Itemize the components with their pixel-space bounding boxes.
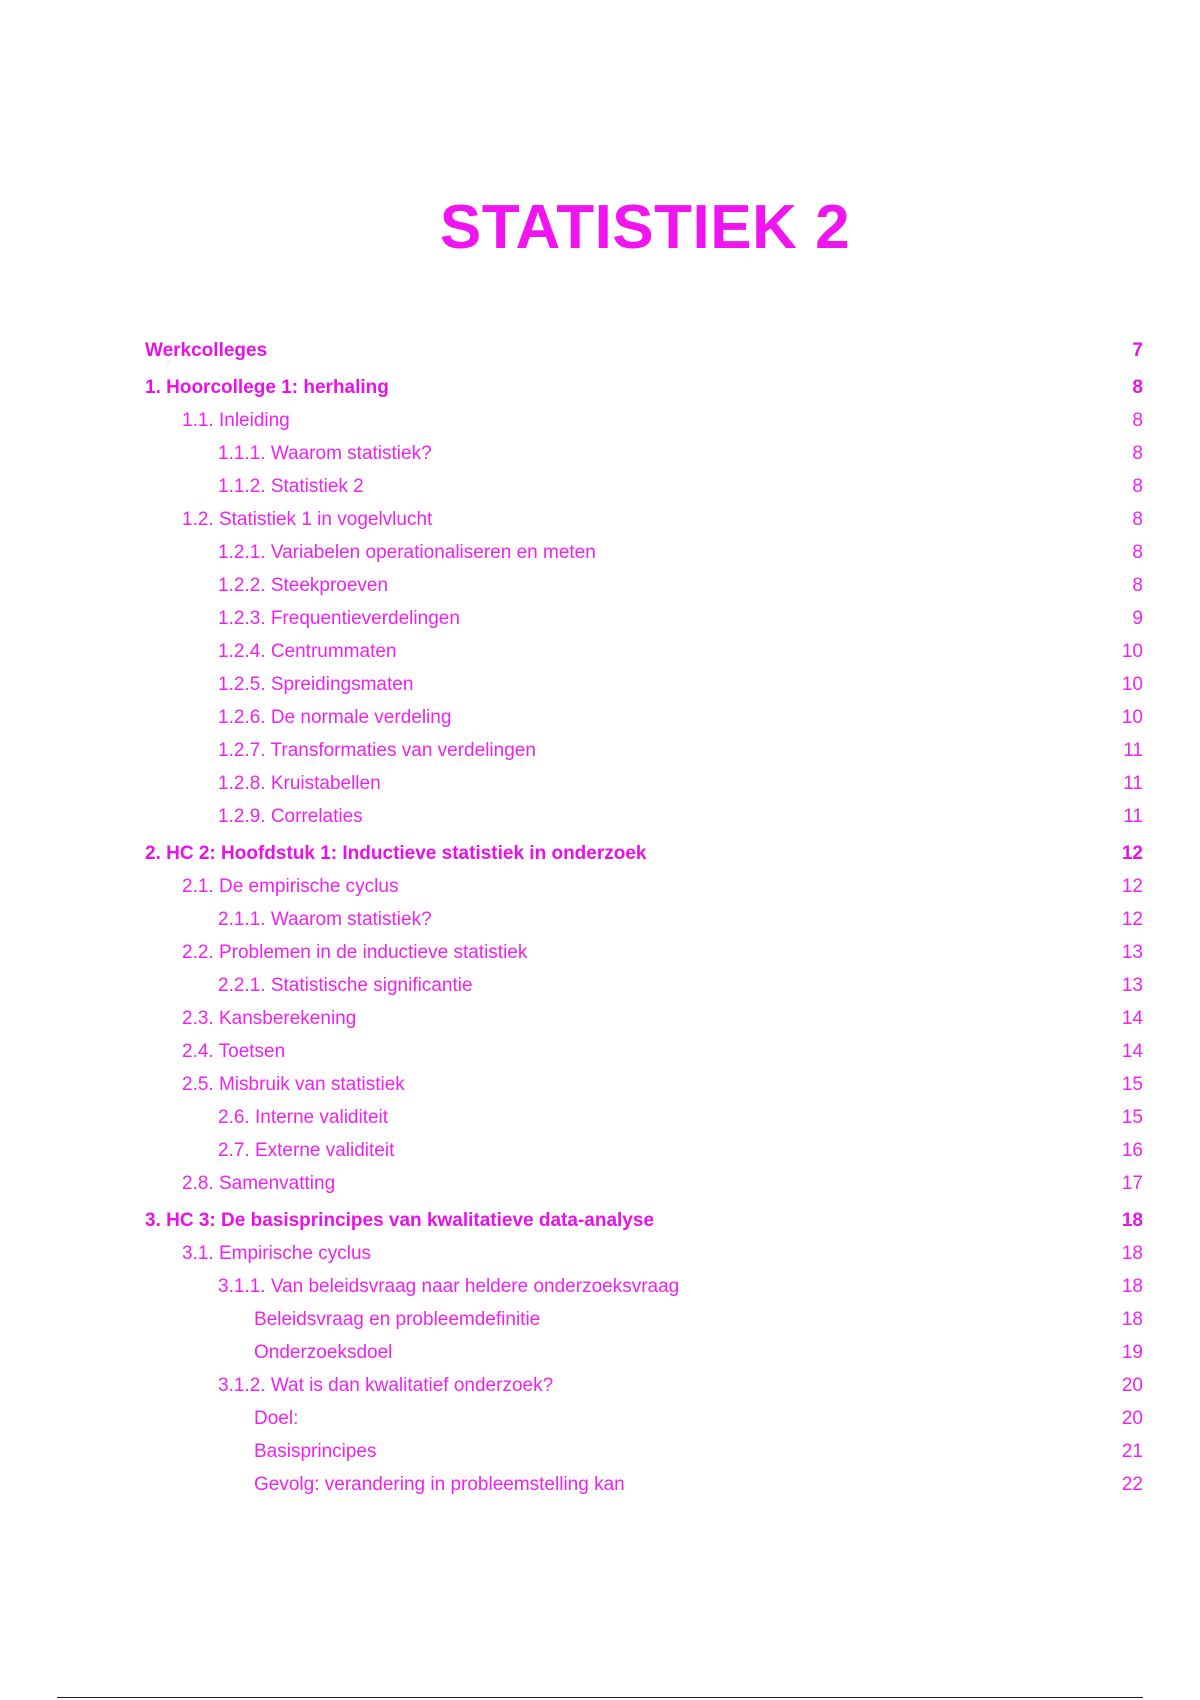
toc-entry-page-number: 8 [1132,542,1143,563]
toc-entry-label: 2.4. Toetsen [182,1041,286,1062]
toc-entry-label: 2.1. De empirische cyclus [182,876,399,897]
toc-entry[interactable] [145,1008,1143,1029]
document-title: STATISTIEK 2 [439,192,851,262]
toc-entry-page-number: 18 [1121,1276,1143,1297]
toc-entry[interactable] [145,1210,1143,1231]
toc-entry-label: Basisprincipes [254,1441,377,1462]
toc-entry-label: 2.5. Misbruik van statistiek [182,1074,405,1095]
toc-entry-page-number: 11 [1123,773,1143,794]
toc-entry[interactable] [145,843,1143,864]
toc-entry-page-number: 15 [1121,1107,1143,1128]
toc-entry-label: 1.2. Statistiek 1 in vogelvlucht [182,509,433,530]
toc-entry-label: 1.2.4. Centrummaten [218,641,397,662]
toc-entry-page-number: 22 [1121,1474,1143,1495]
toc-entry-label: 3. HC 3: De basisprincipes van kwalitatieve data-analyse [145,1210,655,1231]
toc-entry-label: 1.1.1. Waarom statistiek? [218,443,432,464]
toc-entry-label: Werkcolleges [145,340,268,361]
footer-rule [57,1697,1143,1698]
toc-entry[interactable] [145,377,1143,398]
toc-entry-page-number: 17 [1121,1173,1143,1194]
toc-entry-label: 1.1. Inleiding [182,410,290,431]
toc-entry-page-number: 8 [1132,377,1143,398]
table-of-contents [145,340,1143,1507]
toc-entry-page-number: 8 [1132,410,1143,431]
toc-entry[interactable] [145,1441,1143,1462]
toc-entry-page-number: 13 [1121,975,1143,996]
toc-entry-page-number: 18 [1121,1210,1143,1231]
toc-entry-label: 1. Hoorcollege 1: herhaling [145,377,389,398]
toc-entry[interactable] [145,410,1143,431]
toc-entry-label: 1.2.6. De normale verdeling [218,707,452,728]
toc-entry[interactable] [145,1243,1143,1264]
toc-entry-page-number: 12 [1121,876,1143,897]
toc-entry-page-number: 10 [1121,674,1143,695]
toc-entry-label: Gevolg: verandering in probleemstelling kan [254,1474,625,1495]
toc-entry-page-number: 19 [1121,1342,1143,1363]
toc-entry-page-number: 8 [1132,443,1143,464]
toc-entry[interactable] [145,876,1143,897]
toc-entry-page-number: 18 [1121,1309,1143,1330]
toc-entry-page-number: 11 [1123,740,1143,761]
toc-entry-label: 3.1.2. Wat is dan kwalitatief onderzoek? [218,1375,554,1396]
toc-entry-label: Beleidsvraag en probleemdefinitie [254,1309,541,1330]
toc-entry[interactable] [145,443,1143,464]
toc-entry[interactable] [145,1041,1143,1062]
toc-entry-label: 2.7. Externe validiteit [218,1140,395,1161]
toc-entry[interactable] [145,641,1143,662]
toc-entry[interactable] [145,1408,1143,1429]
toc-entry-page-number: 18 [1121,1243,1143,1264]
toc-entry[interactable] [145,1309,1143,1330]
toc-entry[interactable] [145,1375,1143,1396]
toc-entry[interactable] [145,608,1143,629]
toc-entry[interactable] [145,1074,1143,1095]
toc-entry-label: 1.2.1. Variabelen operationaliseren en meten [218,542,596,563]
toc-entry[interactable] [145,909,1143,930]
toc-entry[interactable] [145,1474,1143,1495]
toc-entry-page-number: 16 [1121,1140,1143,1161]
toc-entry-page-number: 14 [1121,1041,1143,1062]
toc-entry-label: 2.8. Samenvatting [182,1173,336,1194]
toc-entry-page-number: 8 [1132,509,1143,530]
toc-entry[interactable] [145,975,1143,996]
toc-entry-label: 2.2.1. Statistische significantie [218,975,473,996]
toc-entry[interactable] [145,1107,1143,1128]
toc-entry-label: 1.2.7. Transformaties van verdelingen [218,740,536,761]
toc-entry[interactable] [145,773,1143,794]
toc-entry-label: 2.6. Interne validiteit [218,1107,389,1128]
toc-entry-page-number: 13 [1121,942,1143,963]
toc-entry-label: 1.1.2. Statistiek 2 [218,476,364,497]
toc-entry-label: 1.2.3. Frequentieverdelingen [218,608,460,629]
toc-entry-label: 1.2.8. Kruistabellen [218,773,381,794]
toc-entry-page-number: 8 [1132,575,1143,596]
toc-entry-page-number: 14 [1121,1008,1143,1029]
toc-entry-page-number: 20 [1121,1408,1143,1429]
toc-entry[interactable] [145,707,1143,728]
toc-entry-label: 1.2.9. Correlaties [218,806,363,827]
toc-entry-label: Doel: [254,1408,299,1429]
toc-entry-page-number: 21 [1121,1441,1143,1462]
toc-entry[interactable] [145,942,1143,963]
toc-entry-page-number: 9 [1132,608,1143,629]
toc-entry-label: 2.3. Kansberekening [182,1008,357,1029]
toc-entry[interactable] [145,1276,1143,1297]
toc-entry-label: 3.1.1. Van beleidsvraag naar heldere onderzoeksvraag [218,1276,680,1297]
toc-entry-page-number: 10 [1121,641,1143,662]
toc-entry-page-number: 15 [1121,1074,1143,1095]
toc-entry-label: 1.2.5. Spreidingsmaten [218,674,414,695]
toc-entry-page-number: 7 [1132,340,1143,361]
toc-entry[interactable] [145,1173,1143,1194]
toc-entry-page-number: 8 [1132,476,1143,497]
toc-entry[interactable] [145,542,1143,563]
toc-entry-label: 2. HC 2: Hoofdstuk 1: Inductieve statistiek in onderzoek [145,843,647,864]
toc-entry[interactable] [145,1342,1143,1363]
toc-entry-page-number: 12 [1121,843,1143,864]
toc-entry[interactable] [145,806,1143,827]
toc-entry-page-number: 20 [1121,1375,1143,1396]
toc-entry-page-number: 11 [1123,806,1143,827]
toc-entry-label: Onderzoeksdoel [254,1342,393,1363]
toc-entry-label: 2.2. Problemen in de inductieve statistiek [182,942,528,963]
toc-entry[interactable] [145,575,1143,596]
toc-entry[interactable] [145,674,1143,695]
toc-entry-label: 1.2.2. Steekproeven [218,575,389,596]
toc-entry-label: 2.1.1. Waarom statistiek? [218,909,432,930]
toc-entry[interactable] [145,509,1143,530]
toc-entry[interactable] [145,476,1143,497]
toc-entry-page-number: 10 [1121,707,1143,728]
toc-entry[interactable] [145,740,1143,761]
toc-entry[interactable] [145,1140,1143,1161]
toc-entry-label: 3.1. Empirische cyclus [182,1243,372,1264]
toc-entry-page-number: 12 [1121,909,1143,930]
toc-entry[interactable] [145,340,1143,361]
